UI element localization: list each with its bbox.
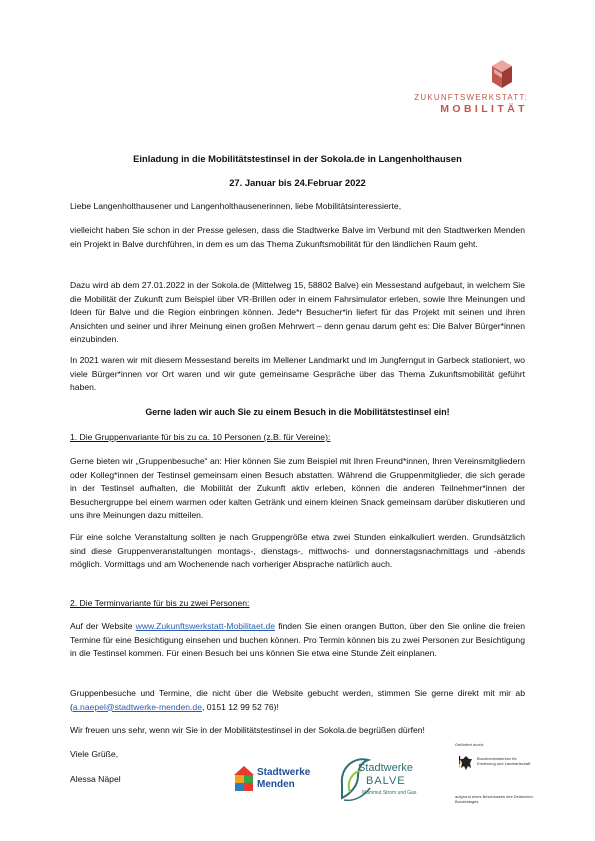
stadtwerke-menden-logo bbox=[232, 760, 314, 796]
email-link[interactable]: a.naepel@stadtwerke-menden.de bbox=[72, 701, 202, 712]
menden-logo-line2: Menden bbox=[257, 779, 295, 790]
balve-logo-tagline: Mammut Strom und Gas bbox=[362, 790, 417, 796]
paragraph-group-duration: Für eine solche Veranstaltung sollten je nach Gruppengröße etwa zwei Stunden einkalkuliert werden. Grundsätzlich sind diese Gruppenveranstaltungen montags-, dienstags-, mittwochs- und donnerstagsnachmittags und -abends möglich. Vormittags und am Wochenende nach vorheriger Absprache natürlich auch. bbox=[70, 532, 525, 570]
section-heading-group: 1. Die Gruppenvariante für bis zu ca. 10 Personen (z.B. für Vereine): bbox=[70, 432, 331, 442]
signature-name: Alessa Näpel bbox=[70, 774, 121, 784]
logo-text-top: ZUKUNFTSWERKSTATT: bbox=[414, 93, 528, 102]
balve-logo-line1: Stadtwerke bbox=[358, 762, 414, 774]
closing-greeting: Viele Grüße, bbox=[70, 749, 119, 759]
website-text-before: Auf der Website bbox=[70, 621, 136, 631]
menden-logo-line1: Stadtwerke bbox=[257, 767, 311, 778]
federal-eagle-icon bbox=[459, 754, 473, 772]
invitation-heading: Gerne laden wir auch Sie zu einem Besuch in die Mobilitätstestinsel ein! bbox=[145, 407, 450, 417]
section-heading-appointment: 2. Die Terminvariante für bis zu zwei Personen: bbox=[70, 598, 250, 608]
balve-logo-line2: BALVE bbox=[366, 775, 406, 787]
funded-by-label: Gefördert durch: bbox=[455, 742, 485, 747]
website-text-after: finden Sie einen orangen Button, über den Sie online die freien Termine für eine Besichtigung einsehen und buchen können. Pro Termin können bis zu zwei Personen zur Besichtigung in die Testinsel kommen. Für einen Besuch bei uns können Sie etwa eine Stunde Zeit einplanen. bbox=[70, 621, 526, 659]
contact-text-before: Gruppenbesuche und Termine, die nicht über die Website gebucht werden, stimmen Sie gerne direkt mit mir ab ( bbox=[70, 688, 525, 712]
salutation: Liebe Langenholthausener und Langenholthausenerinnen, liebe Mobilitätsinteressierte, bbox=[70, 201, 402, 211]
zukunftswerkstatt-logo bbox=[410, 58, 528, 128]
ministry-name: Bundesministerium für Ernährung und Landwirtschaft bbox=[477, 756, 531, 766]
paragraph-messestand: Dazu wird ab dem 27.01.2022 in der Sokola.de (Mittelweg 15, 58802 Balve) ein Messestand aufgebaut, in welchem Sie die Mobilität der Zukunft zum Beispiel über VR-Brillen oder in einem Fahrsimulator erleben, sowie Ihre Meinungen und Ideen für Balve und die Region einbringen können. Jede*r Besucher*in liefert für das Projekt mit seinen und ihren Ansichten und seiner und ihrer Meinung einen großen Mehrwert – denn genau darum geht es: Die Balver Bürger*innen einzubinden. bbox=[70, 280, 525, 345]
bundestag-decision: aufgrund eines Beschlusses des Deutschen Bundestages bbox=[455, 794, 533, 804]
paragraph-2021: In 2021 waren wir mit diesem Messestand bereits im Mellener Landmarkt und im Jungferngut in Garbeck stationiert, wo viele Bürger*innen vor Ort waren und wir gute gemeinsame Gespräche über das Thema Zukunftsmobilität geführt haben. bbox=[70, 355, 525, 393]
paragraph-welcome: Wir freuen uns sehr, wenn wir Sie in der Mobilitätstestinsel in der Sokola.de begrüßen dürfen! bbox=[70, 725, 425, 735]
contact-text-after: , 0151 12 99 52 76)! bbox=[202, 701, 279, 712]
logo-text-bottom: MOBILITÄT bbox=[440, 103, 528, 115]
paragraph-website bbox=[70, 620, 525, 661]
paragraph-group-visits: Gerne bieten wir „Gruppenbesuche“ an: Hier können Sie zum Beispiel mit Ihren Freund*innen, Ihren Vereinsmitgliedern oder Kolleg*innen der Testinsel gemeinsam einen Besuch abstatten. Während die Gruppenmitglieder, die sich gerade in der Testinsel aufhalten, die Mobilität der Zukunft aktiv erleben, können die anderen Teilnehmer*innen der Besuchergruppe bei einem warmen oder kalten Getränk und einem kleinen Snack gemeinsam darüber diskutieren und uns ihre Meinungen dazu mitteilen. bbox=[70, 456, 525, 521]
cube-logo-icon bbox=[410, 58, 528, 92]
paragraph-contact bbox=[70, 687, 525, 714]
document-title: Einladung in die Mobilitätstestinsel in der Sokola.de in Langenholthausen bbox=[133, 153, 462, 164]
bmel-funding-logo bbox=[455, 742, 535, 810]
house-logo-icon bbox=[232, 764, 256, 794]
paragraph-intro: vielleicht haben Sie schon in der Presse gelesen, dass die Stadtwerke Balve im Verbund mit den Stadtwerken Menden ein Projekt in Balve durchführen, in dem es um das Thema Zukunftsmobilität für den ländlichen Raum geht. bbox=[70, 225, 525, 249]
website-link[interactable]: www.Zukunftswerkstatt-Mobilitaet.de bbox=[135, 621, 276, 631]
event-dates: 27. Januar bis 24.Februar 2022 bbox=[229, 177, 366, 188]
stadtwerke-balve-logo bbox=[336, 754, 436, 806]
